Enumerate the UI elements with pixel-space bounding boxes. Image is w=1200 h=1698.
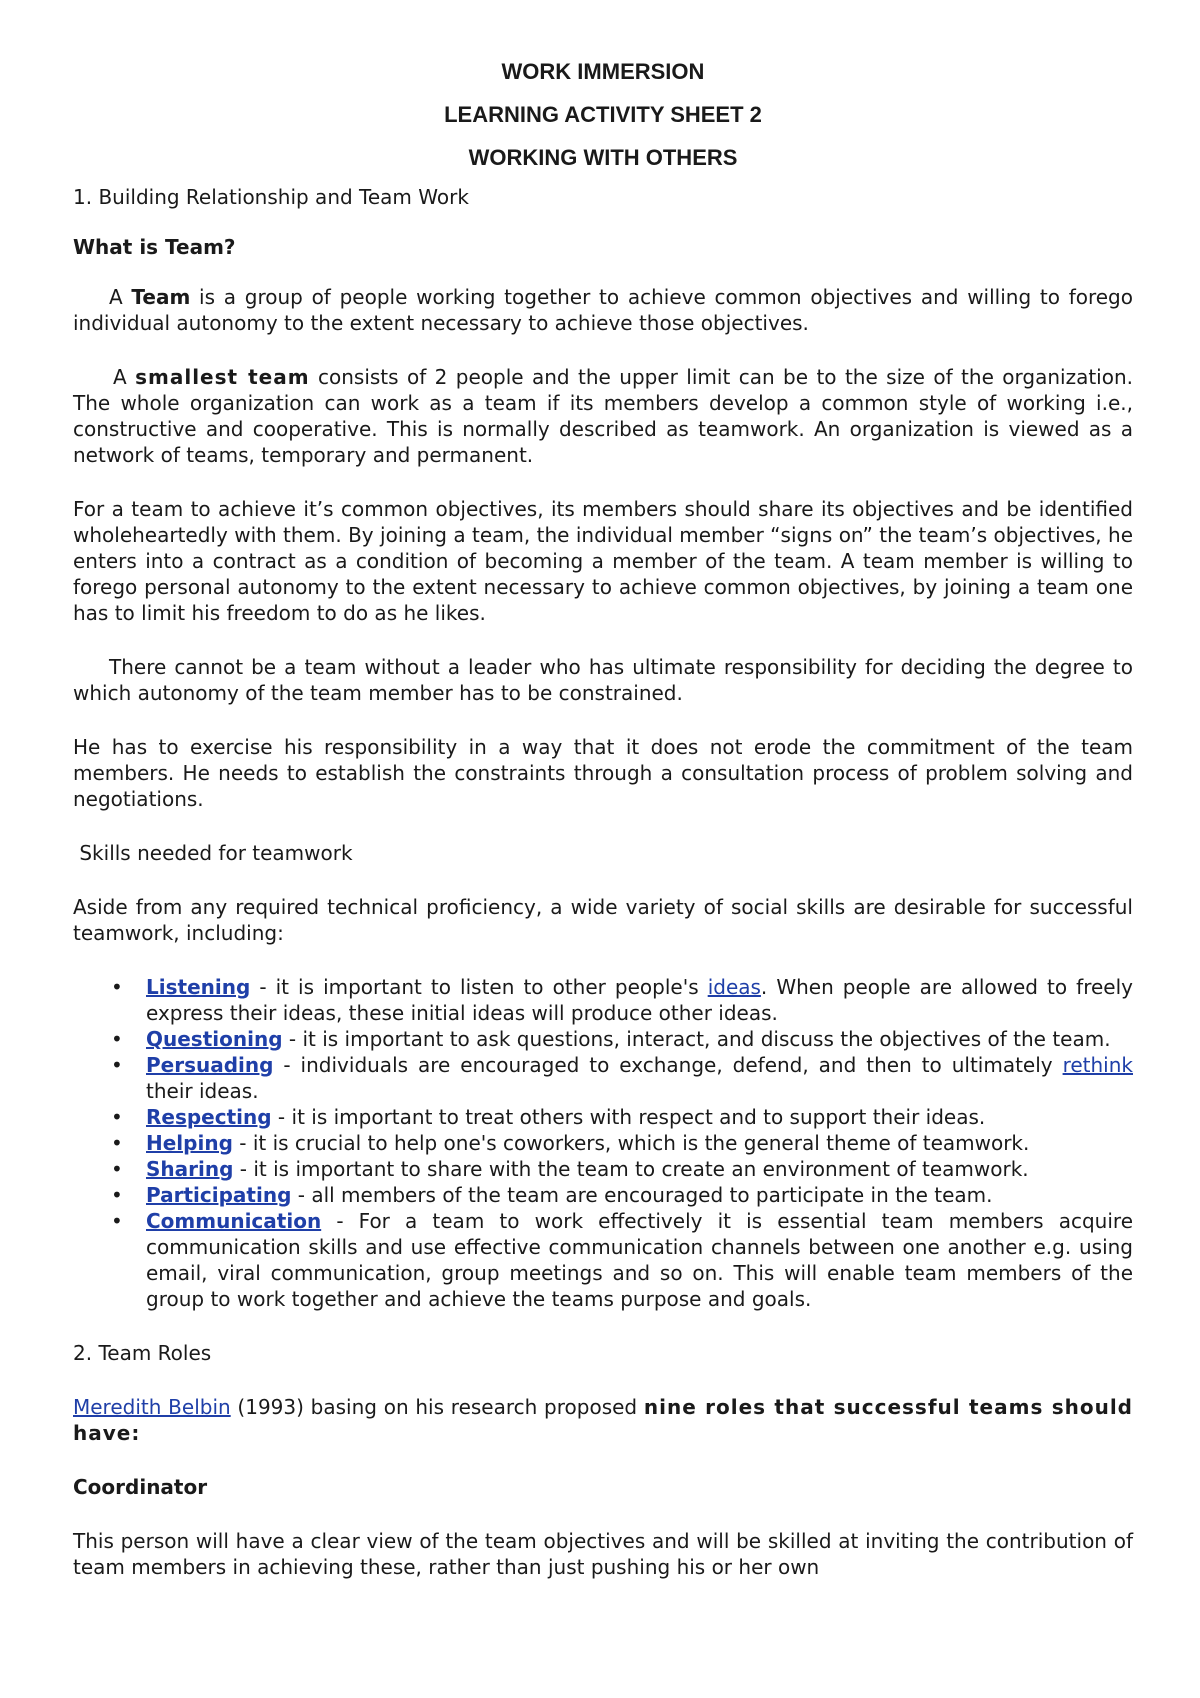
list-item: • Respecting - it is important to treat others with respect and to support their ideas. xyxy=(111,1105,986,1129)
list-item: • Communication - For a team to work effectively it is essential team members acquire communication skills and use effective communication channels between one another e.g. using email, viral communication, group meetings and so on. This will enable team members of the group to work together and achieve the teams purpose and goals. xyxy=(111,1209,1133,1311)
skill-link-persuading[interactable]: Persuading xyxy=(146,1053,274,1077)
bullet-icon: • xyxy=(111,975,123,999)
skills-list xyxy=(73,974,1133,1312)
paragraph-smallest-team: A smallest team consists of 2 people and the upper limit can be to the size of the organization. The whole organization can work as a team if its members develop a common style of working i.e., constructive and cooperative. This is normally described as teamwork. An organization is viewed as a network of teams, temporary and permanent. xyxy=(73,365,1134,467)
ideas-link[interactable]: ideas xyxy=(707,975,761,999)
skill-link-participating[interactable]: Participating xyxy=(146,1183,292,1207)
paragraph-belbin: Meredith Belbin (1993) basing on his research proposed nine roles that successful teams should have: xyxy=(73,1395,1133,1445)
skill-link-listening[interactable]: Listening xyxy=(146,975,251,999)
doc-title: WORK IMMERSION xyxy=(501,59,705,84)
list-item: • Listening - it is important to listen to other people's ideas. When people are allowed to freely express their ideas, these initial ideas will produce other ideas. xyxy=(111,975,1134,1025)
list-item: • Helping - it is crucial to help one's coworkers, which is the general theme of teamwork. xyxy=(111,1131,1030,1155)
bullet-icon: • xyxy=(111,1183,123,1207)
belbin-link[interactable]: Meredith Belbin xyxy=(73,1395,231,1419)
paragraph-responsibility: He has to exercise his responsibility in a way that it does not erode the commitment of the team members. He needs to establish the constraints through a consultation process of problem solving and negotiations. xyxy=(73,735,1133,811)
bullet-icon: • xyxy=(111,1209,123,1233)
list-item: • Questioning - it is important to ask questions, interact, and discuss the objectives of the team. xyxy=(111,1027,1111,1051)
skill-link-communication[interactable]: Communication xyxy=(146,1209,322,1233)
paragraph-leader: There cannot be a team without a leader who has ultimate responsibility for deciding the degree to which autonomy of the team member has to be constrained. xyxy=(73,655,1133,705)
section-1-title: 1. Building Relationship and Team Work xyxy=(73,185,469,209)
doc-subtitle: LEARNING ACTIVITY SHEET 2 xyxy=(444,102,762,127)
skills-heading: Skills needed for teamwork xyxy=(73,841,353,865)
rethink-link[interactable]: rethink xyxy=(1062,1053,1133,1077)
role-heading-coordinator: Coordinator xyxy=(73,1475,208,1499)
list-item: • Participating - all members of the team are encouraged to participate in the team. xyxy=(111,1183,993,1207)
skill-link-respecting[interactable]: Respecting xyxy=(146,1105,272,1129)
paragraph-coordinator: This person will have a clear view of the team objectives and will be skilled at inviting the contribution of team members in achieving these, rather than just pushing his or her own xyxy=(73,1529,1133,1579)
question-heading: What is Team? xyxy=(73,235,236,259)
bullet-icon: • xyxy=(111,1053,123,1077)
bullet-icon: • xyxy=(111,1105,123,1129)
paragraph-team-definition: A Team is a group of people working together to achieve common objectives and willing to forego individual autonomy to the extent necessary to achieve those objectives. xyxy=(73,285,1133,335)
skill-link-sharing[interactable]: Sharing xyxy=(146,1157,234,1181)
skill-link-questioning[interactable]: Questioning xyxy=(146,1027,283,1051)
paragraph-common-objectives: For a team to achieve it’s common objectives, its members should share its objectives and be identified wholeheartedly with them. By joining a team, the individual member “signs on” the team’s objectives, he enters into a contract as a condition of becoming a member of the team. A team member is willing to forego personal autonomy to the extent necessary to achieve common objectives, by joining a team one has to limit his freedom to do as he likes. xyxy=(73,497,1133,625)
list-item: • Sharing - it is important to share with the team to create an environment of teamwork. xyxy=(111,1157,1029,1181)
bullet-icon: • xyxy=(111,1157,123,1181)
section-2-title: 2. Team Roles xyxy=(73,1341,212,1365)
skill-link-helping[interactable]: Helping xyxy=(146,1131,233,1155)
list-item: • Persuading - individuals are encouraged to exchange, defend, and then to ultimately rethink their ideas. xyxy=(111,1053,1133,1103)
doc-topic: WORKING WITH OTHERS xyxy=(468,145,738,170)
document-page xyxy=(73,58,1133,1580)
bullet-icon: • xyxy=(111,1027,123,1051)
bullet-icon: • xyxy=(111,1131,123,1155)
skills-intro: Aside from any required technical proficiency, a wide variety of social skills are desirable for successful teamwork, including: xyxy=(73,895,1133,945)
